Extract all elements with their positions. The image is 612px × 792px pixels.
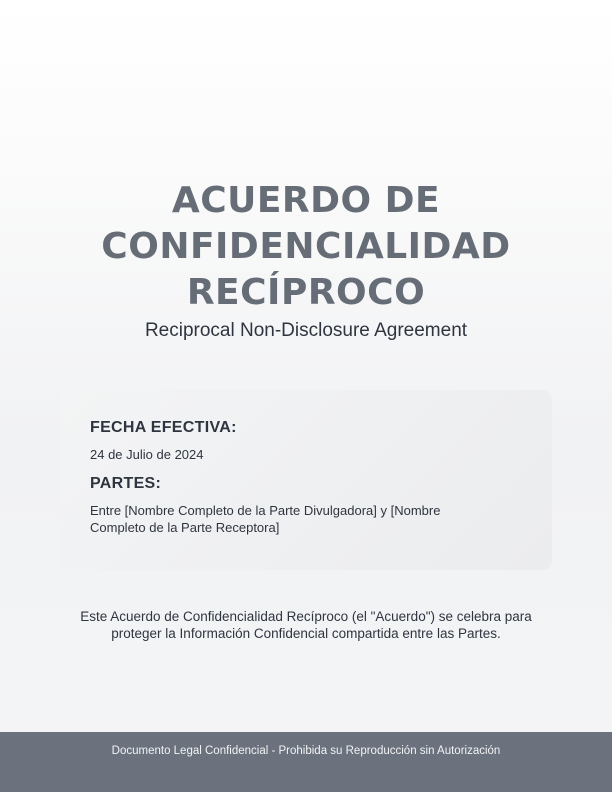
page-footer	[0, 732, 612, 792]
document-title: ACUERDO DE CONFIDENCIALIDAD RECÍPROCO	[101, 180, 511, 313]
intro-paragraph: Este Acuerdo de Confidencialidad Recíproco (el "Acuerdo") se celebra para proteger la Información Confidencial compartida entre las Partes.	[80, 609, 532, 641]
document-subtitle: Reciprocal Non-Disclosure Agreement	[144, 320, 468, 341]
effective-date-label: FECHA EFECTIVA:	[90, 419, 237, 436]
agreement-info-card	[60, 390, 552, 570]
parties-value: Entre [Nombre Completo de la Parte Divulgadora] y [Nombre Completo de la Parte Receptora]	[90, 503, 441, 535]
footer-notice: Documento Legal Confidencial - Prohibida su Reproducción sin Autorización	[111, 745, 501, 757]
parties-label: PARTES:	[90, 475, 162, 492]
effective-date-value: 24 de Julio de 2024	[90, 447, 204, 462]
